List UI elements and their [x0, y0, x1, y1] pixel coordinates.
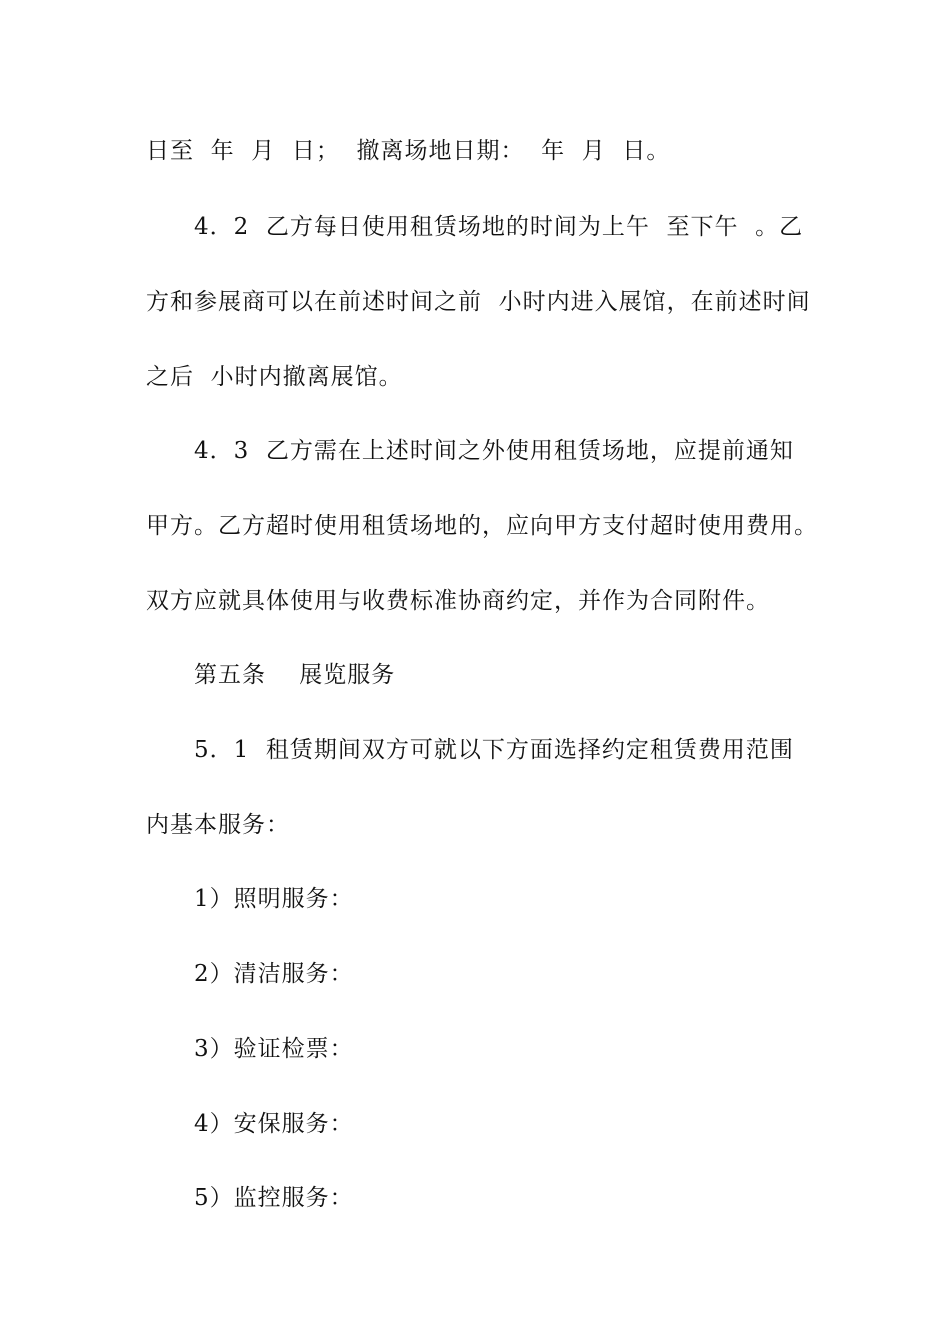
service-item-lighting: 1）照明服务：: [194, 886, 354, 912]
clause-5-1-line-2: 内基本服务：: [146, 812, 290, 838]
clause-4-3-line-3: 双方应就具体使用与收费标准协商约定，并作为合同附件。: [146, 588, 770, 614]
clause-5-1-line-1: 5．1 租赁期间双方可就以下方面选择约定租赁费用范围: [194, 737, 794, 763]
service-item-security: 4）安保服务：: [194, 1111, 354, 1137]
service-item-ticket-check: 3）验证检票：: [194, 1036, 354, 1062]
clause-4-2-line-3: 之后 小时内撤离展馆。: [146, 364, 403, 390]
clause-4-2-line-2: 方和参展商可以在前述时间之前 小时内进入展馆，在前述时间: [146, 289, 811, 315]
clause-4-2-line-1: 4．2 乙方每日使用租赁场地的时间为上午 至下午 。乙: [194, 214, 804, 240]
service-item-monitoring: 5）监控服务：: [194, 1185, 354, 1211]
article-5-heading: 第五条 展览服务: [194, 662, 396, 688]
service-item-cleaning: 2）清洁服务：: [194, 961, 354, 987]
clause-4-3-line-2: 甲方。乙方超时使用租赁场地的，应向甲方支付超时使用费用。: [146, 513, 818, 539]
clause-4-3-line-1: 4．3 乙方需在上述时间之外使用租赁场地，应提前通知: [194, 438, 794, 464]
paragraph-line-dates: 日至 年 月 日； 撤离场地日期： 年 月 日。: [146, 138, 671, 164]
